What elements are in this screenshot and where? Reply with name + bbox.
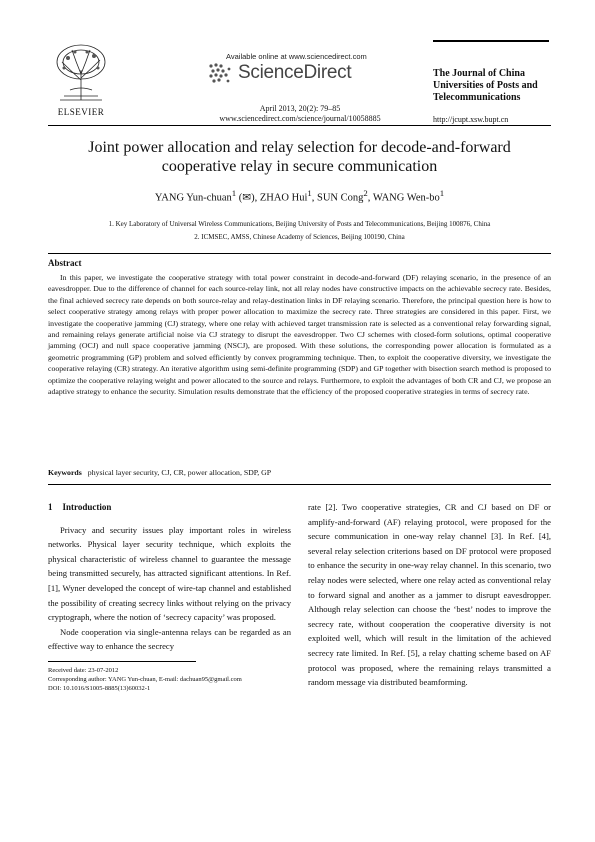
elsevier-logo xyxy=(50,40,112,120)
author-name: ZHAO Hui xyxy=(259,192,308,204)
corresponding-author: Corresponding author: YANG Yun-chuan, E-mail: dachuan95@gmail.com xyxy=(48,676,242,683)
author-sup: 1 xyxy=(307,188,312,198)
abstract-top-divider xyxy=(48,253,551,254)
abstract-text: In this paper, we investigate the cooperative strategy with total power constraint in decode-and-forward (DF) relaying scenario, in the presence of an eavesdropper. Due to the difference of channel for each source-relay link, not all relay nodes have constructive impacts on the achievable secrecy rate. Besides, the final achieved secrecy rate depends on both source-relay and relay-destination links in DF relaying scenario. Therefore, the principal question here is how to select cooperative strategy among relays with proper power allocation to maximize the secrecy rate. Three strategies are considered in this paper. First, we investigate the cooperative jamming (CJ) strategy, where one relay with achieved target transmission rate is selected as a conventional relay forwarding signal, and remaining relays generate artificial noise via CJ strategy to disrupt the eavesdropper. Two CJ schemes with closed-form solutions, optimal cooperative jamming (OCJ) and null space cooperative jamming (NSCJ), are proposed. With these solutions, the corresponding power allocation is formulated as a geometric programming (GP) problem and solved efficiently by convex programming technique. Then, to exploit the cooperative diversity, we investigate the cooperative relaying (CR) strategy. An iterative algorithm using semi-definite programming (SDP) and GP together with bisection search method is proposed to optimize the cooperative relaying weight and power allocated to the source and relays. Furthermore, to exploit the advantages of both CR and CJ, we propose an adaptive strategy to enhance the security. Simulation results demonstrate that the efficiency of the proposed cooperative strategies in terms of secrecy rate. xyxy=(48,273,551,397)
section-number: 1 xyxy=(48,502,53,512)
sciencedirect-logo xyxy=(208,62,351,84)
author-name: , WANG Wen-bo xyxy=(367,192,440,204)
section-title: Introduction xyxy=(62,502,112,512)
author-sup: 1 xyxy=(439,188,445,198)
journal-name: The Journal of China Universities of Posts and Telecommunications xyxy=(433,68,538,103)
header-divider xyxy=(48,125,551,126)
keywords-label: Keywords xyxy=(48,468,82,477)
intro-paragraph-2: Node cooperation via single-antenna relays can be regarded as an effective way to enhance the secrecy xyxy=(48,626,291,652)
sciencedirect-dots-icon xyxy=(208,62,234,84)
right-column xyxy=(308,500,551,690)
author-name: , SUN Cong xyxy=(311,192,364,204)
left-column xyxy=(48,500,291,654)
intro-paragraph-1: Privacy and security issues play important roles in wireless networks. Physical layer security technique, which exploits the physical characteristic of wireless channel to guarantee the message being transmitted securely, has attracted significant attentions. In Ref. [1], Wyner developed the concept of wire-tap channel and established the possibility of creating secrecy links without relying on the privacy cryptograph, where the notion of ‘secrecy capacity’ was proposed. xyxy=(48,524,291,623)
affiliation-2: 2. ICMSEC, AMSS, Chinese Academy of Sciences, Beijing 100190, China xyxy=(194,233,405,241)
author-sup: 1 xyxy=(231,188,237,198)
paper-title xyxy=(48,138,551,176)
sciencedirect-wordmark: ScienceDirect xyxy=(238,62,352,83)
elsevier-tree-icon xyxy=(50,40,112,106)
footnote-divider xyxy=(48,661,196,662)
doi[interactable]: DOI: 10.1016/S1005-8885(13)60032-1 xyxy=(48,685,151,692)
title-line-1: Joint power allocation and relay selection for decode-and-forward xyxy=(88,139,511,156)
intro-paragraph-continued: rate [2]. Two cooperative strategies, CR and CJ based on DF or amplify-and-forward (AF) relaying protocol, were proposed for the secure communication in one-way relay channel [3]. In Ref. [4], several relay selection criterions based on DF protocol were proposed to enhance the security in one-way relay channel. In this scenario, two relay nodes were selected, where one relay acted as conventional relay to forward signal and another as a jammer to disrupt eavesdropper. Although relay selection can choose the ‘best’ nodes to improve the secrecy rate, without cooperation the cooperative diversity is not exploited well, which will result in the limitation of the achieved secrecy rate limited. In Ref. [5], a relay chatting scheme based on AF protocol was proposed, where the remaining relays transmitted a random message via distributed beamforming. xyxy=(308,502,551,688)
mail-icon: (✉), xyxy=(236,192,260,204)
abstract-bottom-divider xyxy=(48,484,551,485)
author-list xyxy=(48,188,551,204)
journal-url[interactable]: http://jcupt.xsw.bupt.cn xyxy=(433,115,509,124)
journal-box xyxy=(433,40,549,112)
keywords-text: physical layer security, CJ, CR, power allocation, SDP, GP xyxy=(87,468,272,477)
keywords xyxy=(48,468,551,477)
sciencedirect-url[interactable]: www.sciencedirect.com/science/journal/10058885 xyxy=(219,114,381,123)
elsevier-wordmark: ELSEVIER xyxy=(57,107,105,117)
abstract-heading: Abstract xyxy=(48,258,82,268)
affiliation-1: 1. Key Laboratory of Universal Wireless Communications, Beijing University of Posts and Telecommunications, Beijing 100876, China xyxy=(108,220,491,228)
author-sup: 2 xyxy=(363,188,368,198)
issue-line: April 2013, 20(2): 79–85 xyxy=(259,104,341,113)
section-heading xyxy=(48,500,291,515)
received-date: Received date: 23-07-2012 xyxy=(48,667,119,674)
title-line-2: cooperative relay in secure communication xyxy=(161,158,438,175)
available-online-text: Available online at www.sciencedirect.com xyxy=(226,52,367,61)
author-name: YANG Yun-chuan xyxy=(154,192,232,204)
